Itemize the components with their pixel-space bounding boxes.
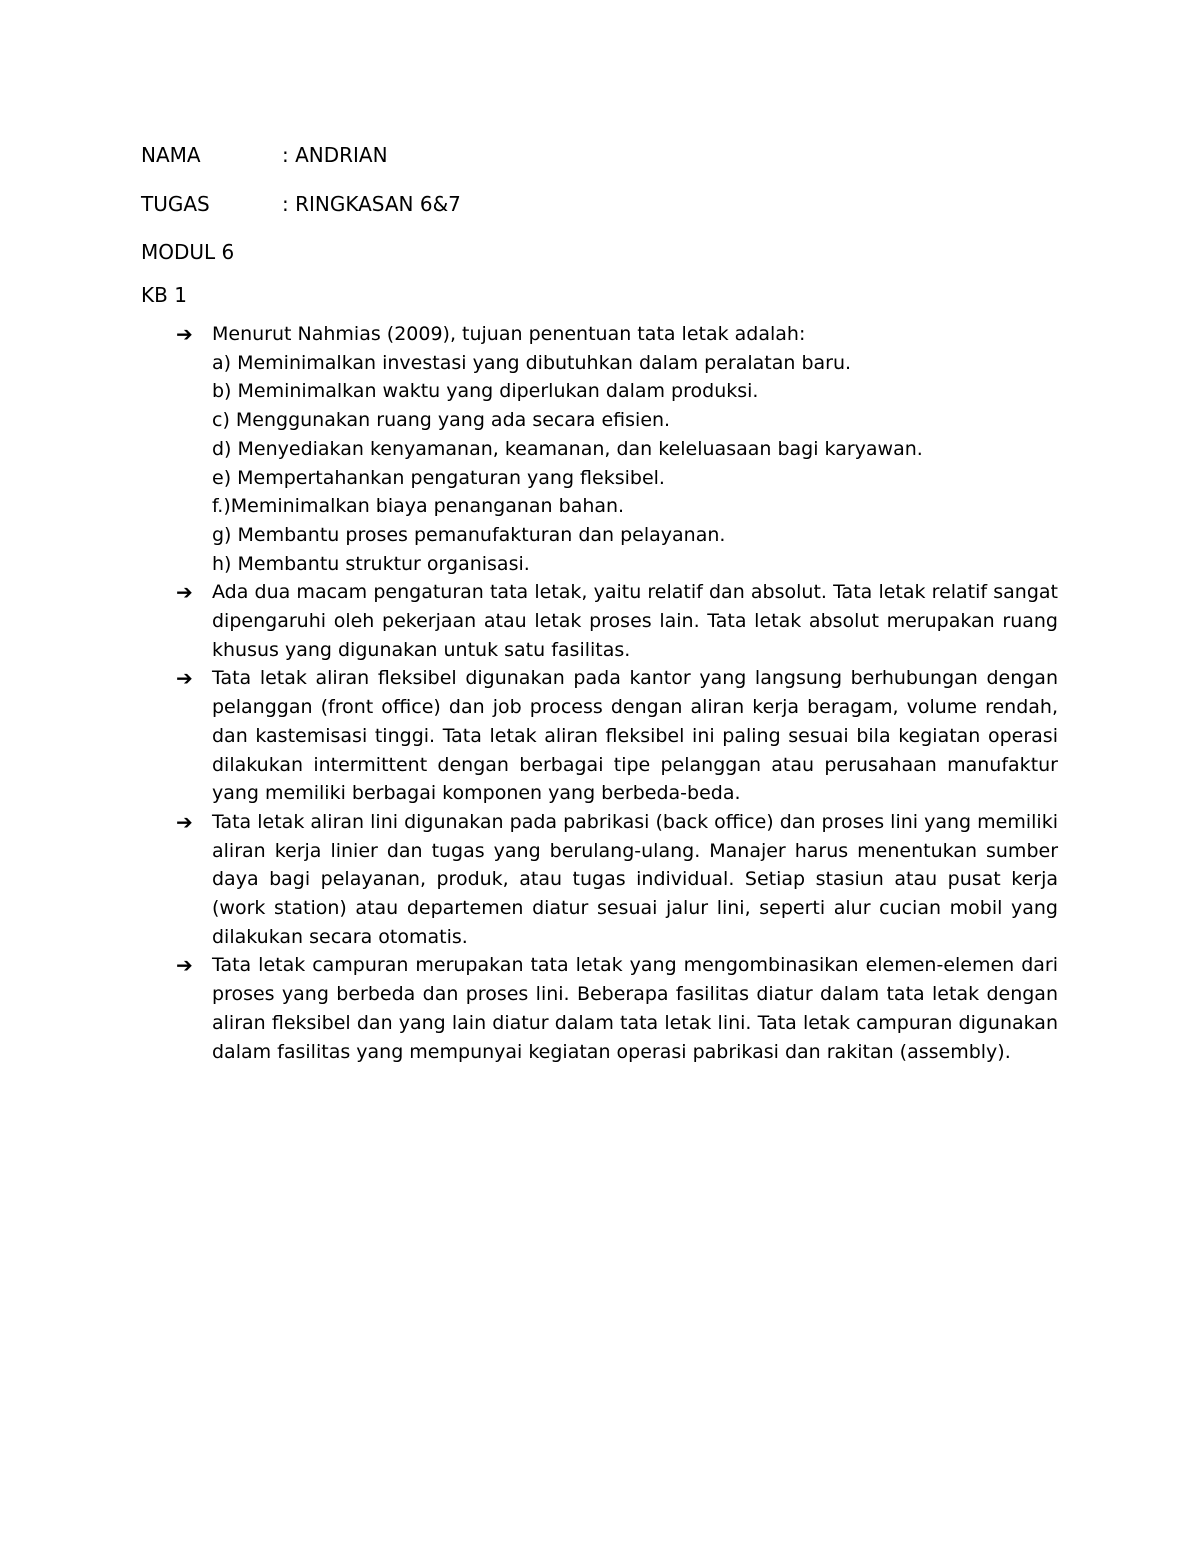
sub-item: d) Menyediakan kenyamanan, keamanan, dan keleluasaan bagi karyawan.: [212, 437, 923, 460]
arrow-right-icon: ➔: [176, 666, 193, 691]
list-item-text: Menurut Nahmias (2009), tujuan penentuan tata letak adalah:: [212, 323, 806, 345]
arrow-right-icon: ➔: [176, 953, 193, 978]
list-item-text: Tata letak aliran fleksibel digunakan pada kantor yang langsung berhubungan dengan pelanggan (front office) dan job process dengan aliran kerja beragam, volume rendah, dan kastemisasi tinggi. Tata letak aliran fleksibel ini paling sesuai bila kegiatan operasi dilakukan intermittent dengan berbagai tipe pelanggan atau perusahaan manufaktur yang memiliki berbagai komponen yang berbeda-beda.: [212, 667, 1058, 805]
list-item-text: Tata letak campuran merupakan tata letak yang mengombinasikan elemen-elemen dari proses yang berbeda dan proses lini. Beberapa fasilitas diatur dalam tata letak dengan aliran fleksibel dan yang lain diatur dalam tata letak lini. Tata letak campuran digunakan dalam fasilitas yang mempunyai kegiatan operasi pabrikasi dan rakitan (assembly).: [212, 954, 1058, 1063]
nama-value: : ANDRIAN: [282, 143, 388, 167]
list-item-text: Ada dua macam pengaturan tata letak, yaitu relatif dan absolut. Tata letak relatif sangat dipengaruhi oleh pekerjaan atau letak proses lain. Tata letak absolut merupakan ruang khusus yang digunakan untuk satu fasilitas.: [212, 581, 1058, 661]
nama-label: NAMA: [141, 143, 201, 167]
arrow-right-icon: ➔: [176, 322, 193, 346]
sub-item: g) Membantu proses pemanufakturan dan pelayanan.: [212, 523, 726, 546]
list-item: [176, 808, 1058, 952]
sub-item: a) Meminimalkan investasi yang dibutuhkan dalam peralatan baru.: [212, 351, 852, 374]
tugas-value: : RINGKASAN 6&7: [282, 192, 461, 216]
list-item-text: Tata letak aliran lini digunakan pada pabrikasi (back office) dan proses lini yang memiliki aliran kerja linier dan tugas yang berulang-ulang. Manajer harus menentukan sumber daya bagi pelayanan, produk, atau tugas individual. Setiap stasiun atau pusat kerja (work station) atau departemen diatur sesuai jalur lini, seperti alur cucian mobil yang dilakukan secara otomatis.: [212, 810, 1058, 948]
list-item: [176, 320, 1058, 578]
list-item: [176, 951, 1058, 1066]
list-item: [176, 578, 1058, 664]
arrow-right-icon: ➔: [176, 809, 193, 834]
tugas-row: [141, 192, 461, 216]
sub-item: b) Meminimalkan waktu yang diperlukan dalam produksi.: [212, 380, 759, 403]
sub-item: h) Membantu struktur organisasi.: [212, 552, 530, 575]
list-item: [176, 664, 1058, 808]
nama-row: [141, 143, 388, 167]
bullet-list: [176, 320, 1058, 1066]
tugas-label: TUGAS: [141, 192, 210, 216]
sub-item: e) Mempertahankan pengaturan yang fleksibel.: [212, 466, 665, 489]
sub-item: c) Menggunakan ruang yang ada secara efisien.: [212, 409, 671, 432]
sub-item: f.)Meminimalkan biaya penanganan bahan.: [212, 495, 625, 518]
kb-heading: KB 1: [141, 283, 187, 307]
arrow-right-icon: ➔: [176, 580, 193, 605]
modul-heading: MODUL 6: [141, 240, 235, 264]
